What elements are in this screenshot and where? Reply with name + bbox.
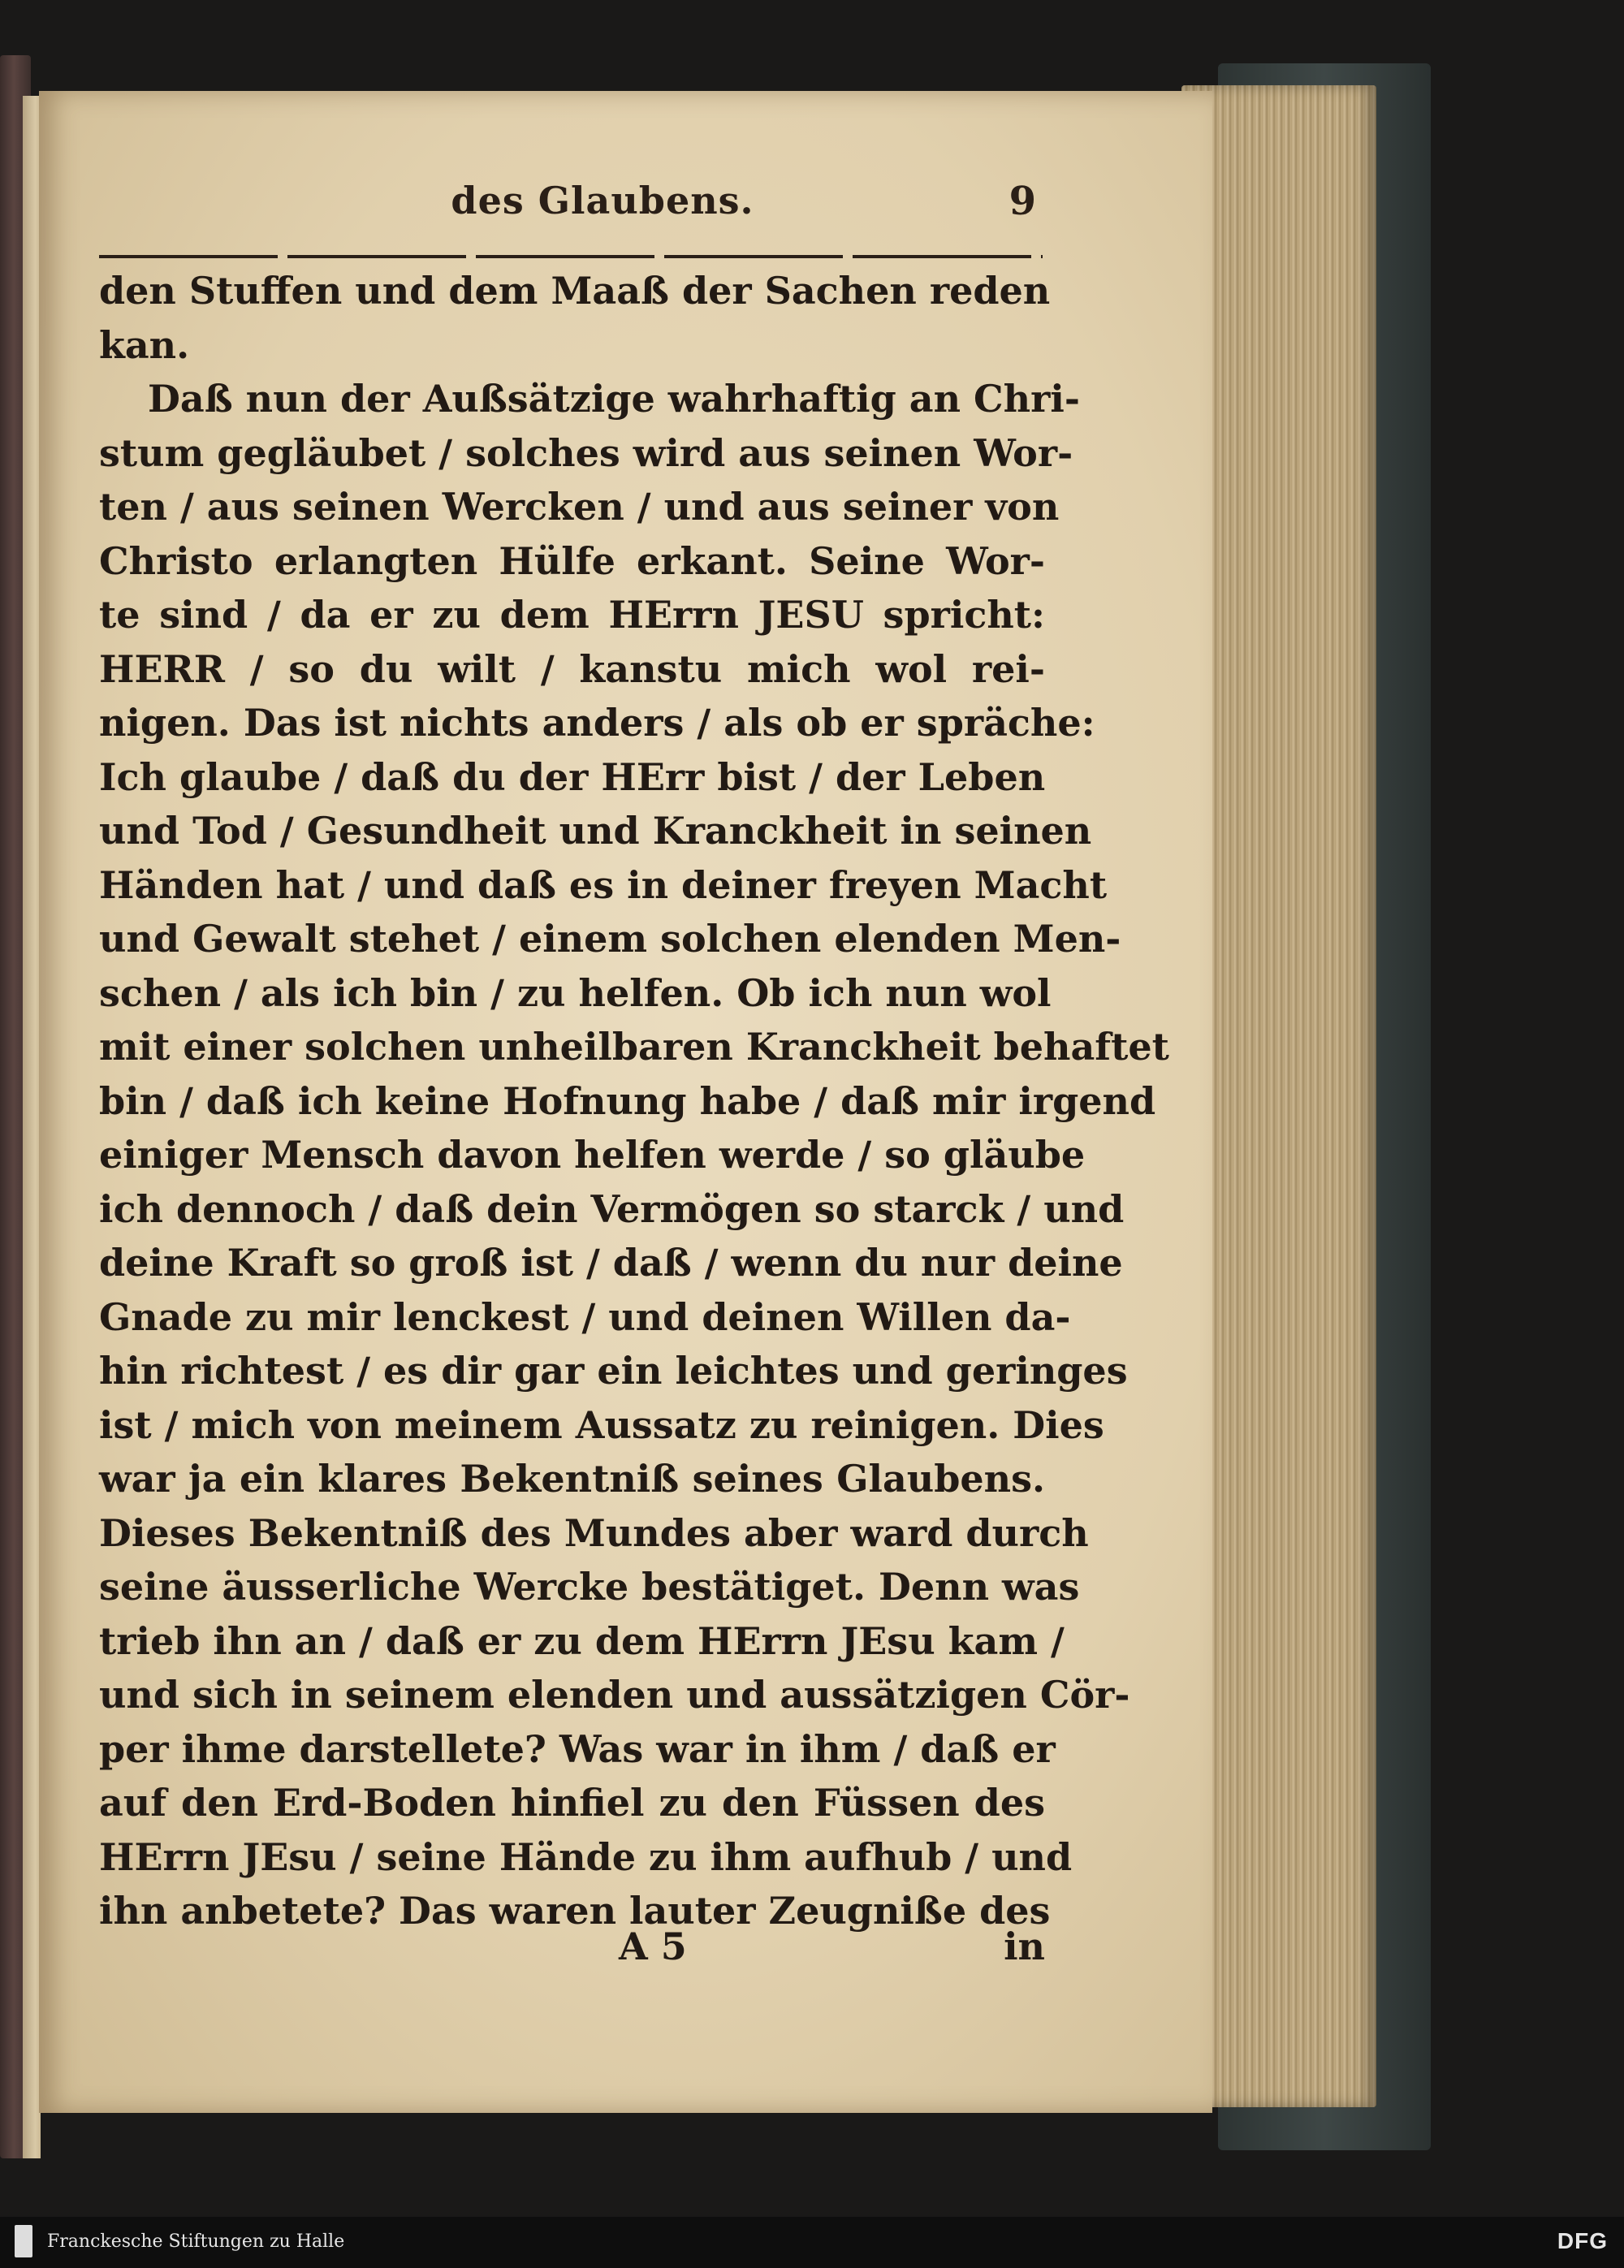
text-line: stum gegläubet / solches wird aus seinen Wor- — [99, 430, 1073, 475]
text-line: schen / als ich bin / zu helfen. Ob ich nun wol — [99, 970, 1052, 1015]
text-line: Dieses Bekentniß des Mundes aber ward durch — [99, 1510, 1089, 1555]
text-line: den Stuffen und dem Maaß der Sachen reden — [99, 269, 1051, 313]
text-line: deine Kraft so groß ist / daß / wenn du nur deine — [99, 1241, 1123, 1285]
institution-logo-icon — [15, 2225, 32, 2257]
text-line: Ich glaube / daß du der HErr bist / der Leben — [99, 754, 1046, 799]
text-line: HErrn JEsu / seine Hände zu ihm aufhub / und — [99, 1834, 1073, 1879]
page-number: 9 — [1009, 179, 1036, 224]
viewer-footer-bar — [0, 2217, 1624, 2268]
text-line: HERR / so du wilt / kanstu mich wol rei- — [99, 646, 1045, 691]
text-line: einiger Mensch davon helfen werde / so gläube — [99, 1133, 1086, 1177]
body-text — [99, 264, 1169, 1938]
text-line: bin / daß ich keine Hofnung habe / daß mir irgend — [99, 1078, 1156, 1123]
text-line: ihn anbetete? Das waren lauter Zeugniße des — [99, 1889, 1051, 1933]
text-line: nigen. Das ist nichts anders / als ob er spräche: — [99, 701, 1095, 745]
text-line: Christo erlangten Hülfe erkant. Seine Wor- — [99, 538, 1045, 583]
dfg-logo: DFG — [1557, 2228, 1608, 2253]
text-line: und Tod / Gesundheit und Kranckheit in seinen — [99, 809, 1092, 853]
text-line: ten / aus seinen Wercken / und aus seiner von — [99, 485, 1060, 529]
signature-mark: A 5 — [619, 1925, 687, 1968]
text-line: mit einer solchen unheilbaren Kranckheit behaftet — [99, 1025, 1169, 1069]
page-footer — [99, 1925, 1045, 1981]
text-line: war ja ein klares Bekentniß seines Glaubens. — [99, 1457, 1045, 1501]
text-line: ich dennoch / daß dein Vermögen so starck / und — [99, 1186, 1125, 1231]
running-head — [99, 179, 1041, 235]
text-line: auf den Erd-Boden hinfiel zu den Füssen des — [99, 1781, 1045, 1825]
catchword: in — [1004, 1925, 1045, 1968]
text-line: te sind / da er zu dem HErrn JESU spricht: — [99, 593, 1045, 637]
text-line: und Gewalt stehet / einem solchen elenden Men- — [99, 917, 1121, 961]
text-line: ist / mich von meinem Aussatz zu reinigen. Dies — [99, 1402, 1104, 1447]
text-line: trieb ihn an / daß er zu dem HErrn JEsu kam / — [99, 1618, 1065, 1663]
text-line: Daß nun der Außsätzige wahrhaftig an Chri- — [148, 377, 1080, 421]
text-line: und sich in seinem elenden und aussätzigen Cör- — [99, 1673, 1130, 1717]
text-line: hin richtest / es dir gar ein leichtes und geringes — [99, 1349, 1128, 1393]
text-line: Händen hat / und daß es in deiner freyen Macht — [99, 862, 1108, 907]
text-line: per ihme darstellete? Was war in ihm / daß er — [99, 1726, 1056, 1771]
text-line: seine äusserliche Wercke bestätiget. Denn was — [99, 1565, 1080, 1609]
previous-page-edge — [23, 96, 41, 2158]
institution-name: Franckesche Stiftungen zu Halle — [47, 2231, 345, 2252]
head-rule — [99, 255, 1043, 258]
text-line: kan. — [99, 322, 190, 367]
text-line: Gnade zu mir lenckest / und deinen Willen da- — [99, 1294, 1071, 1339]
running-title: des Glaubens. — [451, 179, 754, 222]
